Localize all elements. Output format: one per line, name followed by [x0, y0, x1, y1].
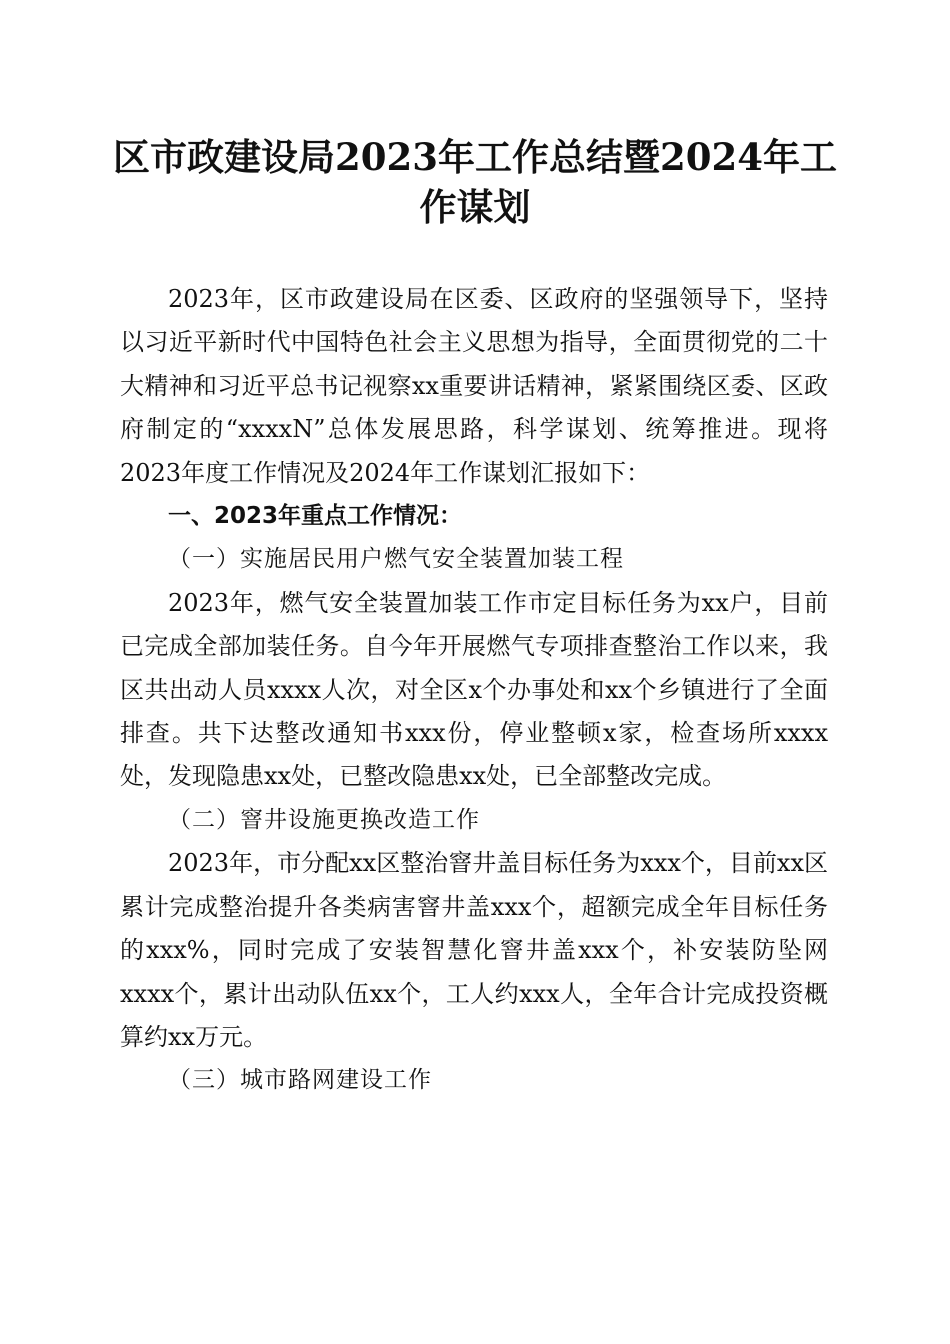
document-title: 区市政建设局2023年工作总结暨2024年工作谋划 — [113, 135, 837, 229]
subsection-heading-3: （三）城市路网建设工作 — [168, 1067, 432, 1094]
document-body — [120, 278, 828, 1103]
intro-paragraph: 2023年，区市政建设局在区委、区政府的坚强领导下，坚持以习近平新时代中国特色社会主义思想为指导，全面贯彻党的二十大精神和习近平总书记视察xx重要讲话精神，紧紧围绕区委、区政府制定的“xxxxN”总体发展思路，科学谋划、统筹推进。现将2023年度工作情况及2024年工作谋划汇报如下： — [120, 285, 828, 487]
section-heading-1: 一、2023年重点工作情况： — [168, 503, 463, 530]
subsection-1-paragraph: 2023年，燃气安全装置加装工作市定目标任务为xx户，目前已完成全部加装任务。自今年开展燃气专项排查整治工作以来，我区共出动人员xxxx人次，对全区x个办事处和xx个乡镇进行了全面排查。共下达整改通知书xxx份，停业整顿x家，检查场所xxxx处，发现隐患xx处，已整改隐患xx处，已全部整改完成。 — [120, 588, 828, 791]
subsection-heading-1: （一）实施居民用户燃气安全装置加装工程 — [168, 546, 624, 573]
subsection-heading-2: （二）窨井设施更换改造工作 — [168, 806, 480, 833]
subsection-2-paragraph: 2023年，市分配xx区整治窨井盖目标任务为xxx个，目前xx区累计完成整治提升各类病害窨井盖xxx个，超额完成全年目标任务的xxx%，同时完成了安装智慧化窨井盖xxx个，补安装防坠网xxxx个，累计出动队伍xx个，工人约xxx人，全年合计完成投资概算约xx万元。 — [120, 849, 828, 1051]
